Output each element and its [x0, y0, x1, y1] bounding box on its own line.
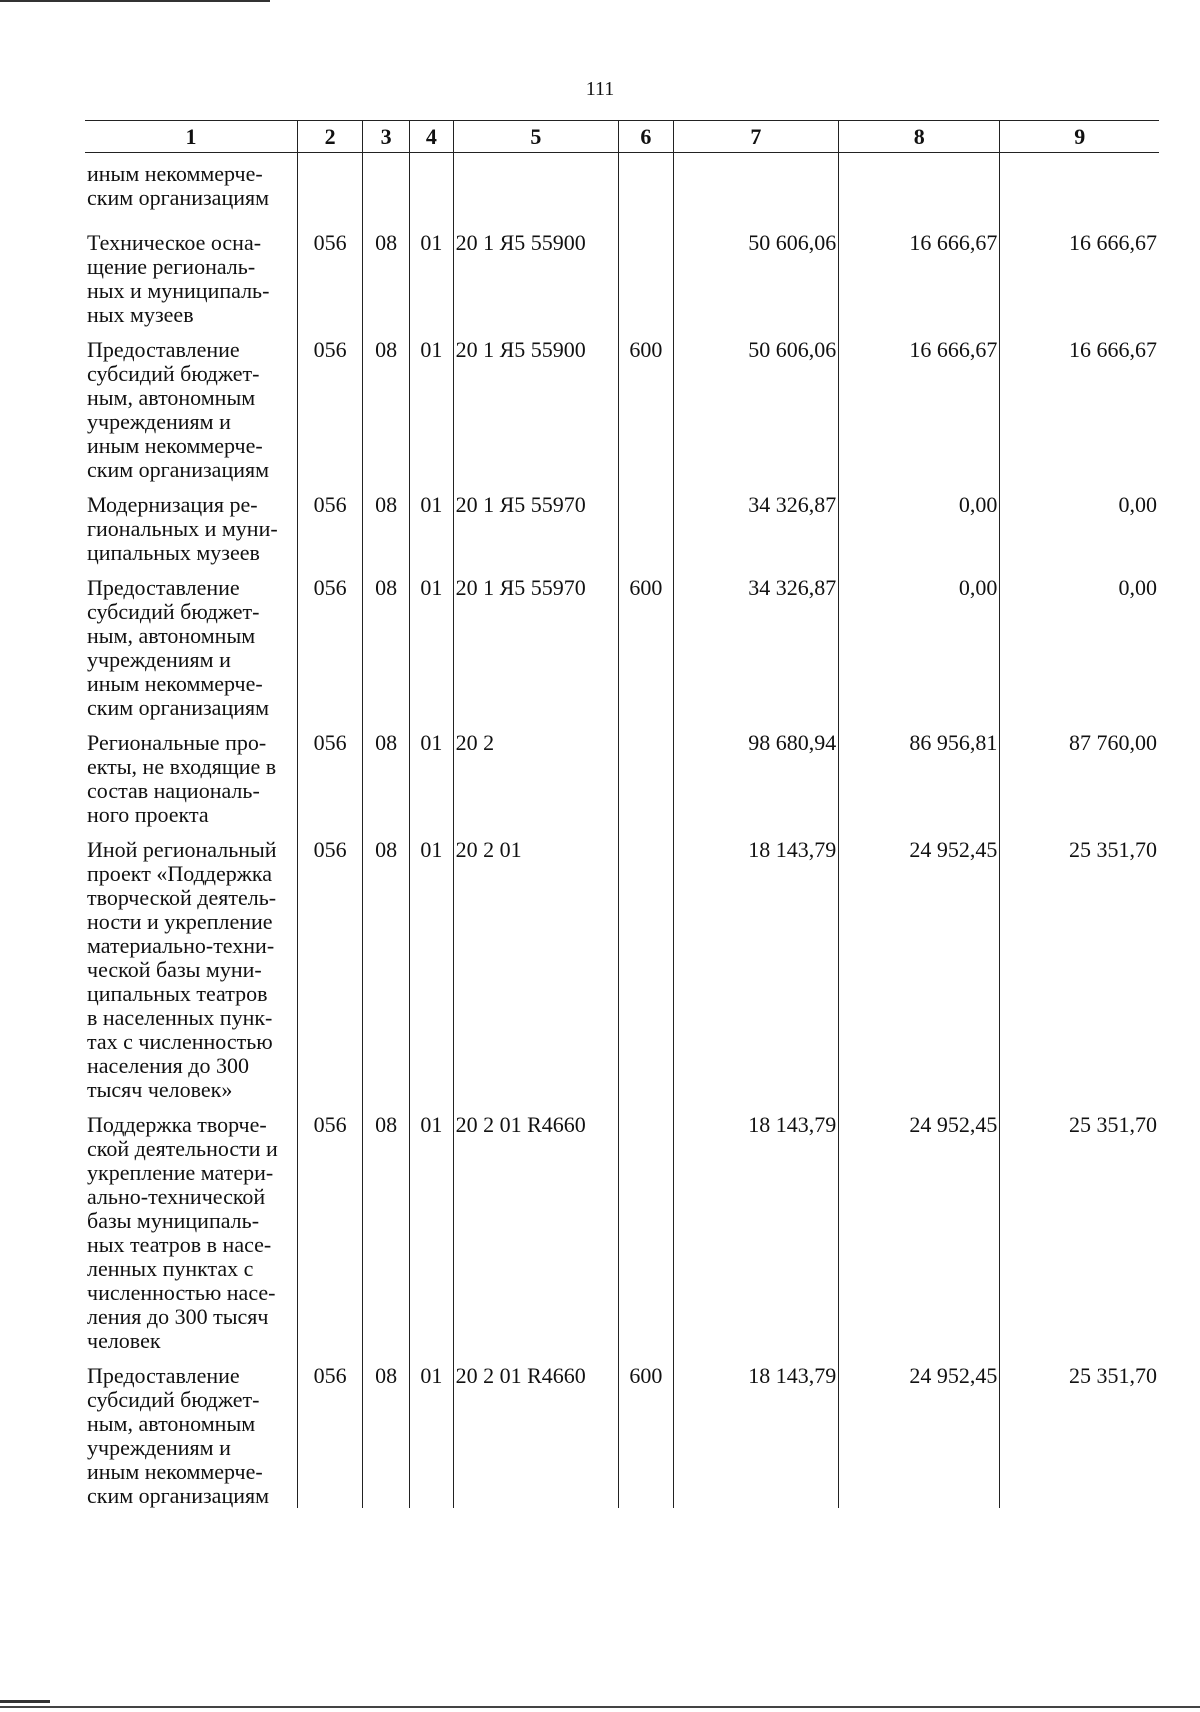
cell-col2: 056 [297, 1102, 362, 1353]
cell-col2 [297, 153, 362, 221]
cell-col8: 24 952,45 [839, 1102, 1000, 1353]
cell-col9: 0,00 [1000, 482, 1159, 565]
cell-col5: 20 1 Я5 55900 [453, 220, 619, 327]
cell-col5: 20 1 Я5 55970 [453, 482, 619, 565]
table-row [85, 565, 1159, 720]
table-row [85, 220, 1159, 327]
scan-edge-bottom-left [0, 1700, 50, 1703]
cell-col4 [410, 153, 454, 221]
cell-col9: 0,00 [1000, 565, 1159, 720]
cell-col2: 056 [297, 565, 362, 720]
header-row [85, 121, 1159, 153]
cell-col6: 600 [619, 1353, 673, 1508]
cell-col7: 34 326,87 [673, 565, 839, 720]
cell-col7: 18 143,79 [673, 827, 839, 1102]
cell-col9: 87 760,00 [1000, 720, 1159, 827]
cell-col4: 01 [410, 327, 454, 482]
cell-col5: 20 1 Я5 55900 [453, 327, 619, 482]
cell-col8: 16 666,67 [839, 327, 1000, 482]
cell-col8: 0,00 [839, 482, 1000, 565]
cell-col3: 08 [363, 482, 410, 565]
row-name: Предоставление субсидий бюджет- ным, автономным учреждениям и иным некоммерче- ским организациям [85, 1353, 297, 1508]
cell-col9: 16 666,67 [1000, 327, 1159, 482]
cell-col2: 056 [297, 220, 362, 327]
column-header: 1 [85, 121, 297, 153]
cell-col9: 25 351,70 [1000, 1353, 1159, 1508]
cell-col4: 01 [410, 720, 454, 827]
row-name: Модернизация ре- гиональных и муни- ципальных музеев [85, 482, 297, 565]
table-row [85, 1353, 1159, 1508]
row-name: Региональные про- екты, не входящие в состав националь- ного проекта [85, 720, 297, 827]
page-number: 111 [585, 78, 615, 100]
table-row [85, 720, 1159, 827]
column-header: 8 [839, 121, 1000, 153]
cell-col2: 056 [297, 327, 362, 482]
scan-edge-bottom [0, 1706, 1200, 1708]
cell-col3: 08 [363, 720, 410, 827]
cell-col2: 056 [297, 720, 362, 827]
scan-edge-top [0, 0, 270, 2]
table-row [85, 327, 1159, 482]
cell-col7: 50 606,06 [673, 220, 839, 327]
cell-col9: 25 351,70 [1000, 827, 1159, 1102]
table-row [85, 482, 1159, 565]
column-header: 7 [673, 121, 839, 153]
cell-col5: 20 2 01 R4660 [453, 1353, 619, 1508]
cell-col8: 16 666,67 [839, 220, 1000, 327]
cell-col6: 600 [619, 327, 673, 482]
column-header: 6 [619, 121, 673, 153]
cell-col3: 08 [363, 220, 410, 327]
table-body [85, 153, 1159, 1509]
cell-col7: 34 326,87 [673, 482, 839, 565]
cell-col6 [619, 153, 673, 221]
cell-col2: 056 [297, 1353, 362, 1508]
cell-col4: 01 [410, 827, 454, 1102]
cell-col3: 08 [363, 565, 410, 720]
cell-col6 [619, 827, 673, 1102]
cell-col3: 08 [363, 1353, 410, 1508]
cell-col9 [1000, 153, 1159, 221]
column-header: 3 [363, 121, 410, 153]
cell-col3: 08 [363, 827, 410, 1102]
cell-col6 [619, 1102, 673, 1353]
cell-col4: 01 [410, 482, 454, 565]
cell-col6: 600 [619, 565, 673, 720]
column-header: 9 [1000, 121, 1159, 153]
row-name: Поддержка творче- ской деятельности и укрепление матери- ально-технической базы муниципаль- ных театров в насе- ленных пунктах с численностью насе- ления до 300 тысяч человек [85, 1102, 297, 1353]
cell-col3 [363, 153, 410, 221]
cell-col7: 18 143,79 [673, 1102, 839, 1353]
cell-col9: 16 666,67 [1000, 220, 1159, 327]
cell-col8: 0,00 [839, 565, 1000, 720]
cell-col8: 86 956,81 [839, 720, 1000, 827]
cell-col7: 50 606,06 [673, 327, 839, 482]
cell-col5: 20 2 01 R4660 [453, 1102, 619, 1353]
cell-col4: 01 [410, 220, 454, 327]
table-row [85, 1102, 1159, 1353]
cell-col3: 08 [363, 1102, 410, 1353]
cell-col4: 01 [410, 1353, 454, 1508]
table-row [85, 827, 1159, 1102]
cell-col9: 25 351,70 [1000, 1102, 1159, 1353]
row-name: Иной региональный проект «Поддержка творческой деятель- ности и укрепление материально-техни- ческой базы муни- ципальных театров в населенных пунк- тах с численностью населения до 300 тысяч человек» [85, 827, 297, 1102]
cell-col7 [673, 153, 839, 221]
column-header: 4 [410, 121, 454, 153]
cell-col3: 08 [363, 327, 410, 482]
cell-col6 [619, 220, 673, 327]
cell-col6 [619, 482, 673, 565]
cell-col2: 056 [297, 827, 362, 1102]
row-name: Предоставление субсидий бюджет- ным, автономным учреждениям и иным некоммерче- ским организациям [85, 565, 297, 720]
cell-col8: 24 952,45 [839, 1353, 1000, 1508]
cell-col4: 01 [410, 1102, 454, 1353]
cell-col5: 20 2 01 [453, 827, 619, 1102]
row-name: Техническое осна- щение региональ- ных и муниципаль- ных музеев [85, 220, 297, 327]
cell-col5 [453, 153, 619, 221]
cell-col5: 20 2 [453, 720, 619, 827]
budget-table [85, 120, 1159, 1508]
row-name: Предоставление субсидий бюджет- ным, автономным учреждениям и иным некоммерче- ским организациям [85, 327, 297, 482]
row-name: иным некоммерче- ским организациям [85, 153, 297, 221]
cell-col8 [839, 153, 1000, 221]
cell-col7: 18 143,79 [673, 1353, 839, 1508]
cell-col8: 24 952,45 [839, 827, 1000, 1102]
cell-col7: 98 680,94 [673, 720, 839, 827]
column-header: 5 [453, 121, 619, 153]
cell-col5: 20 1 Я5 55970 [453, 565, 619, 720]
column-header: 2 [297, 121, 362, 153]
cell-col4: 01 [410, 565, 454, 720]
cell-col2: 056 [297, 482, 362, 565]
table-row [85, 153, 1159, 221]
cell-col6 [619, 720, 673, 827]
